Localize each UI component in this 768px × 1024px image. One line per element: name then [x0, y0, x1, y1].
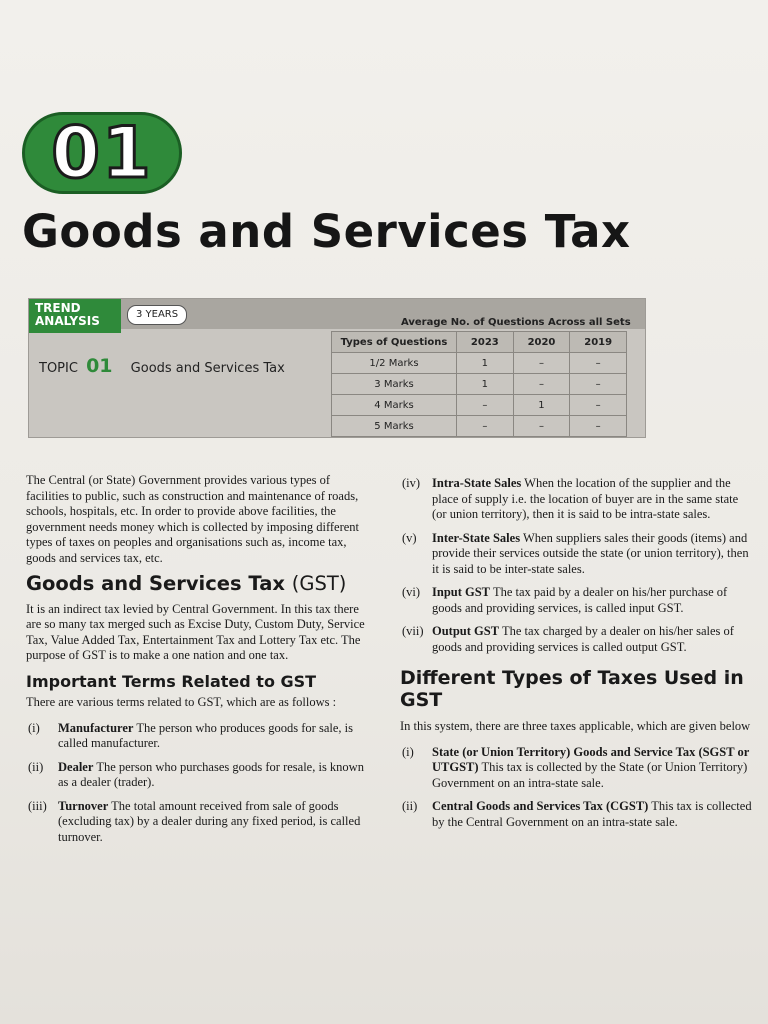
- chapter-title: Goods and Services Tax: [22, 205, 631, 258]
- header-2019: 2019: [570, 332, 627, 353]
- gst-heading-suffix: (GST): [291, 572, 347, 595]
- item-text: The tax charged by a dealer on his/her sales of goods and providing services is called output GST.: [432, 624, 734, 654]
- list-item: [400, 624, 752, 655]
- item-text: The person who purchases goods for resale, is known as a dealer (trader).: [58, 759, 364, 789]
- table-cell: 3 Marks: [332, 374, 457, 395]
- chapter-number: 01: [51, 112, 153, 194]
- item-text: This tax is collected by the State (or Union Territory) Government on an intra-state sale.: [432, 760, 748, 790]
- trend-analysis-badge: [29, 299, 121, 333]
- item-term: State (or Union Territory) Goods and Service Tax (SGST or UTGST): [432, 744, 750, 774]
- trend-analysis-box: [28, 298, 646, 438]
- list-item: [26, 721, 372, 752]
- header-types: Types of Questions: [332, 332, 457, 353]
- left-column: [26, 473, 372, 853]
- chapter-number-badge: [22, 112, 182, 194]
- item-text: This tax is collected by the Central Government on an intra-state sale.: [432, 799, 752, 829]
- item-text: The person who produces goods for sale, is called manufacturer.: [58, 720, 353, 750]
- item-text: When the location of the supplier and the place of supply i.e. the location of buyer are in the same state (or union territory), then it is said to be intra-state sales.: [432, 476, 739, 521]
- intro-paragraph: The Central (or State) Government provides various types of facilities to public, such as construction and maintenance of roads, schools, hospitals, etc. In order to provide above facilities, the government needs money which is collected by imposing different types of taxes on peoples and organisations such as, income tax, goods and services tax, etc.: [26, 473, 360, 565]
- table-cell: 4 Marks: [332, 395, 457, 416]
- table-cell: 5 Marks: [332, 416, 457, 437]
- topic-number: 01: [86, 355, 113, 377]
- table-cell: –: [570, 416, 627, 437]
- question-table-title: Average No. of Questions Across all Sets: [401, 317, 631, 328]
- types-heading: Different Types of Taxes Used in GST: [400, 667, 744, 711]
- item-term: Dealer: [58, 759, 94, 774]
- table-row: [332, 353, 627, 374]
- topic-label: [39, 355, 285, 377]
- trend-badge-line1: TREND: [35, 301, 81, 315]
- table-cell: –: [570, 374, 627, 395]
- item-text: The total amount received from sale of goods (excluding tax) by a dealer during any fixed period, is called turnover.: [58, 798, 361, 844]
- item-number: (iii): [28, 798, 47, 813]
- item-term: Central Goods and Services Tax (CGST): [432, 799, 649, 813]
- item-number: (ii): [28, 759, 44, 774]
- table-cell: –: [457, 395, 514, 416]
- list-item: [400, 476, 752, 523]
- question-table: [331, 331, 627, 437]
- list-item: [400, 531, 752, 578]
- item-number: (ii): [402, 799, 418, 813]
- years-pill: 3 YEARS: [127, 305, 187, 325]
- item-number: (i): [402, 744, 414, 759]
- list-item: [26, 799, 372, 846]
- item-term: Input GST: [432, 585, 491, 599]
- table-cell: –: [457, 416, 514, 437]
- types-intro: In this system, there are three taxes applicable, which are given below: [400, 719, 751, 733]
- topic-name: Goods and Services Tax: [130, 361, 285, 376]
- header-2023: 2023: [457, 332, 514, 353]
- trend-badge-line2: ANALYSIS: [35, 314, 100, 328]
- header-2020: 2020: [513, 332, 570, 353]
- terms-heading: Important Terms Related to GST: [26, 671, 317, 691]
- table-cell: –: [513, 353, 570, 374]
- item-term: Inter-State Sales: [432, 530, 521, 545]
- list-item: [400, 745, 752, 792]
- item-number: (v): [402, 530, 417, 545]
- topic-word: TOPIC: [39, 361, 78, 376]
- question-table-header-row: [332, 332, 627, 353]
- table-row: [332, 395, 627, 416]
- table-cell: –: [513, 416, 570, 437]
- table-cell: 1/2 Marks: [332, 353, 457, 374]
- table-cell: –: [570, 395, 627, 416]
- item-term: Turnover: [58, 798, 109, 813]
- table-row: [332, 374, 627, 395]
- right-column: [400, 476, 752, 838]
- list-item: [400, 585, 752, 616]
- table-cell: 1: [457, 374, 514, 395]
- table-row: [332, 416, 627, 437]
- gst-paragraph: It is an indirect tax levied by Central Government. In this tax there are so many tax merged such as Excise Duty, Custom Duty, Service Tax, Value Added Tax, Entertainment Tax and Lottery Tax etc. The purpose of GST is to make a one nation and one tax.: [26, 601, 365, 662]
- item-term: Output GST: [432, 624, 500, 638]
- item-text: The tax paid by a dealer on his/her purchase of goods and providing services, is called input GST.: [432, 585, 728, 615]
- gst-heading-text: Goods and Services Tax: [26, 572, 285, 595]
- item-number: (vii): [402, 624, 424, 638]
- gst-heading: [26, 572, 372, 595]
- item-text: When suppliers sales their goods (items) and provide their services outside the state (or union territory), then it is said to be inter-state sales.: [432, 530, 749, 576]
- item-number: (i): [28, 720, 40, 735]
- table-cell: –: [513, 374, 570, 395]
- terms-intro: There are various terms related to GST, which are as follows :: [26, 695, 337, 709]
- table-cell: 1: [513, 395, 570, 416]
- item-number: (vi): [402, 585, 421, 599]
- list-item: [400, 799, 752, 830]
- table-cell: 1: [457, 353, 514, 374]
- item-number: (iv): [402, 476, 421, 490]
- list-item: [26, 760, 372, 791]
- item-term: Manufacturer: [58, 720, 134, 735]
- table-cell: –: [570, 353, 627, 374]
- item-term: Intra-State Sales: [432, 476, 522, 490]
